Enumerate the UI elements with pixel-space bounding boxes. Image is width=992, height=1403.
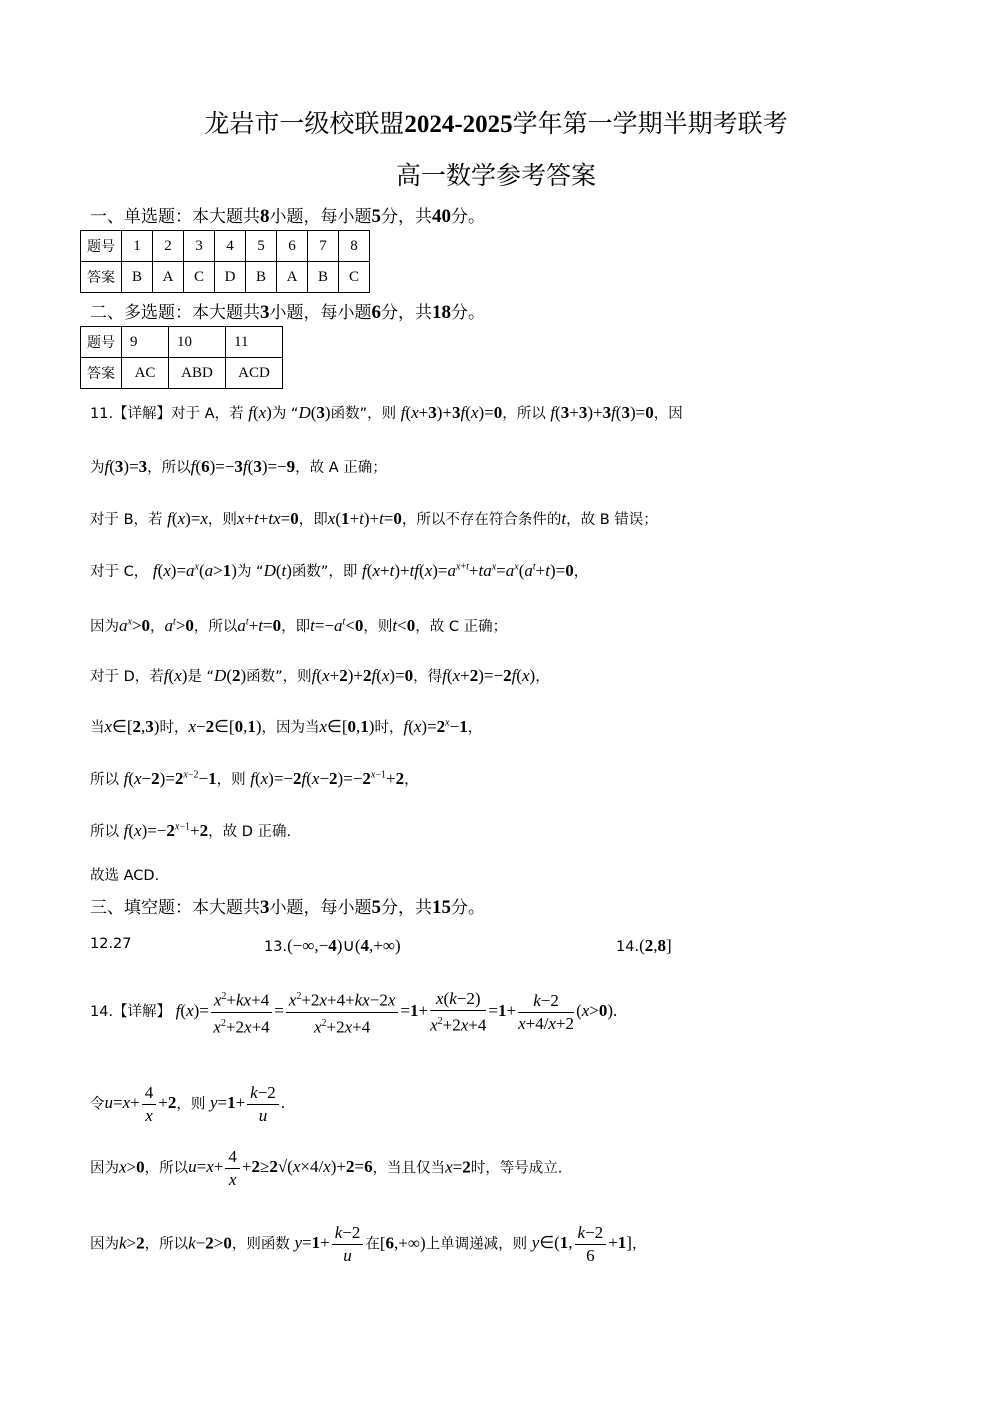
q11-line-1: 11.【详解】对于 A，若 f(x)为 “D(3)函数”，则 f(x+3)+3f(x)=0，所以 f(3+3)+3f(3)=0，因 (90, 403, 683, 422)
row-header: 题号 (81, 231, 122, 262)
table-cell: C (339, 262, 370, 293)
q11-line-5: 因为$a^x>0$，$a^t>0$，所以$a^t+t=0$，即$t=-a^t<0$，则t<0，故 C 正确； (90, 616, 508, 635)
table-cell: B (246, 262, 277, 293)
row-header: 答案 (81, 358, 122, 389)
table-cell: 11 (226, 327, 283, 358)
table-cell: A (277, 262, 308, 293)
table-cell: B (308, 262, 339, 293)
table-cell: ACD (226, 358, 283, 389)
row-header: 答案 (81, 262, 122, 293)
table-cell: ABD (169, 358, 226, 389)
table-cell: A (153, 262, 184, 293)
q14-line-1: 14.【详解】 f(x)= $\frac{x^2+kx+4}{x^2+2x+4}$ = $\frac{x^2+2x+4+kx-2x}{x^2+2x+4}$ =1+ $\frac{x(k-2)}{x^2+2x+4}$ =1+ $\frac{k-2}{x+4/x+2}$ (x>0). (90, 986, 617, 1038)
table-cell: AC (122, 358, 169, 389)
q11-line-9: 所以 $f(x)=-2^{x-1}+2$，故 D 正确. (90, 821, 292, 840)
single-choice-answer-table (80, 230, 370, 293)
q11-conclusion: 故选 ACD. (90, 868, 160, 884)
table-cell: 6 (277, 231, 308, 262)
table-row-answers (81, 262, 370, 293)
table-cell: 9 (122, 327, 169, 358)
page-subtitle: 高一数学参考答案 (395, 161, 596, 190)
q14-line-2: 令u=x+ $\frac{4}{x}$ +2，则 y=1+ $\frac{k-2}{u}$ . (90, 1083, 286, 1125)
table-cell: C (184, 262, 215, 293)
q11-line-6: 对于 D，若f(x)是 “D(2)函数”，则f(x+2)+2f(x)=0，得f(x+2)=−2f(x)， (90, 666, 550, 685)
table-cell: 4 (215, 231, 246, 262)
answer-14: 14.(2,8] (616, 936, 672, 955)
table-row-questions (81, 231, 370, 262)
section-single-choice-heading: 一、单选题：本大题共8小题，每小题5分，共40分。 (90, 206, 485, 227)
table-cell: 10 (169, 327, 226, 358)
table-cell: 7 (308, 231, 339, 262)
section-multi-choice-heading: 二、多选题：本大题共3小题，每小题6分，共18分。 (90, 302, 485, 323)
table-cell: 3 (184, 231, 215, 262)
row-header: 题号 (81, 327, 122, 358)
q11-line-2: 为f(3)=3，所以f(6)=−3f(3)=−9，故 A 正确； (90, 457, 387, 476)
table-cell: 8 (339, 231, 370, 262)
section-fill-in-heading: 三、填空题：本大题共3小题，每小题5分，共15分。 (90, 897, 485, 918)
multi-choice-answer-table (80, 326, 283, 389)
q14-line-4: 因为k>2，所以k−2>0，则函数 y=1+ $\frac{k-2}{u}$ 在[6,+∞)上单调递减，则 y∈(1, $\frac{k-2}{6}$ +1]， (90, 1223, 647, 1265)
table-cell: 5 (246, 231, 277, 262)
table-cell: D (215, 262, 246, 293)
page-title: 龙岩市一级校联盟2024-2025学年第一学期半期考联考 (204, 109, 788, 138)
table-cell: 2 (153, 231, 184, 262)
answer-12: 12.27 (90, 936, 132, 952)
answer-13: 13.(−∞,−4)∪(4,+∞) (264, 936, 401, 955)
q11-line-7: 当x∈[2,3)时，x−2∈[0,1)，因为当x∈[0,1)时，$f(x)=2^x-1$， (90, 717, 483, 736)
q11-line-8: 所以 $f(x-2)=2^{x-2}-1$，则 $f(x)=-2f(x-2)=-2^{x-1}+2$， (90, 769, 419, 788)
q11-line-3: 对于 B，若 f(x)=x，则x+t+tx=0，即x(1+t)+t=0，所以不存在符合条件的t，故 B 错误； (90, 509, 658, 528)
q14-line-3: 因为x>0，所以u=x+ $\frac{4}{x}$ +2≥2√(x×4/x)+2=6，当且仅当x=2时，等号成立. (90, 1147, 563, 1189)
table-cell: B (122, 262, 153, 293)
table-row-answers (81, 358, 283, 389)
q11-line-4: 对于 C， $f(x)=a^x(a>1)$为 “D(t)函数”，即 $f(x+t)+tf(x)=a^{x+t}+ta^x=a^x(a^t+t)=0$， (90, 561, 589, 580)
table-row-questions (81, 327, 283, 358)
table-cell: 1 (122, 231, 153, 262)
